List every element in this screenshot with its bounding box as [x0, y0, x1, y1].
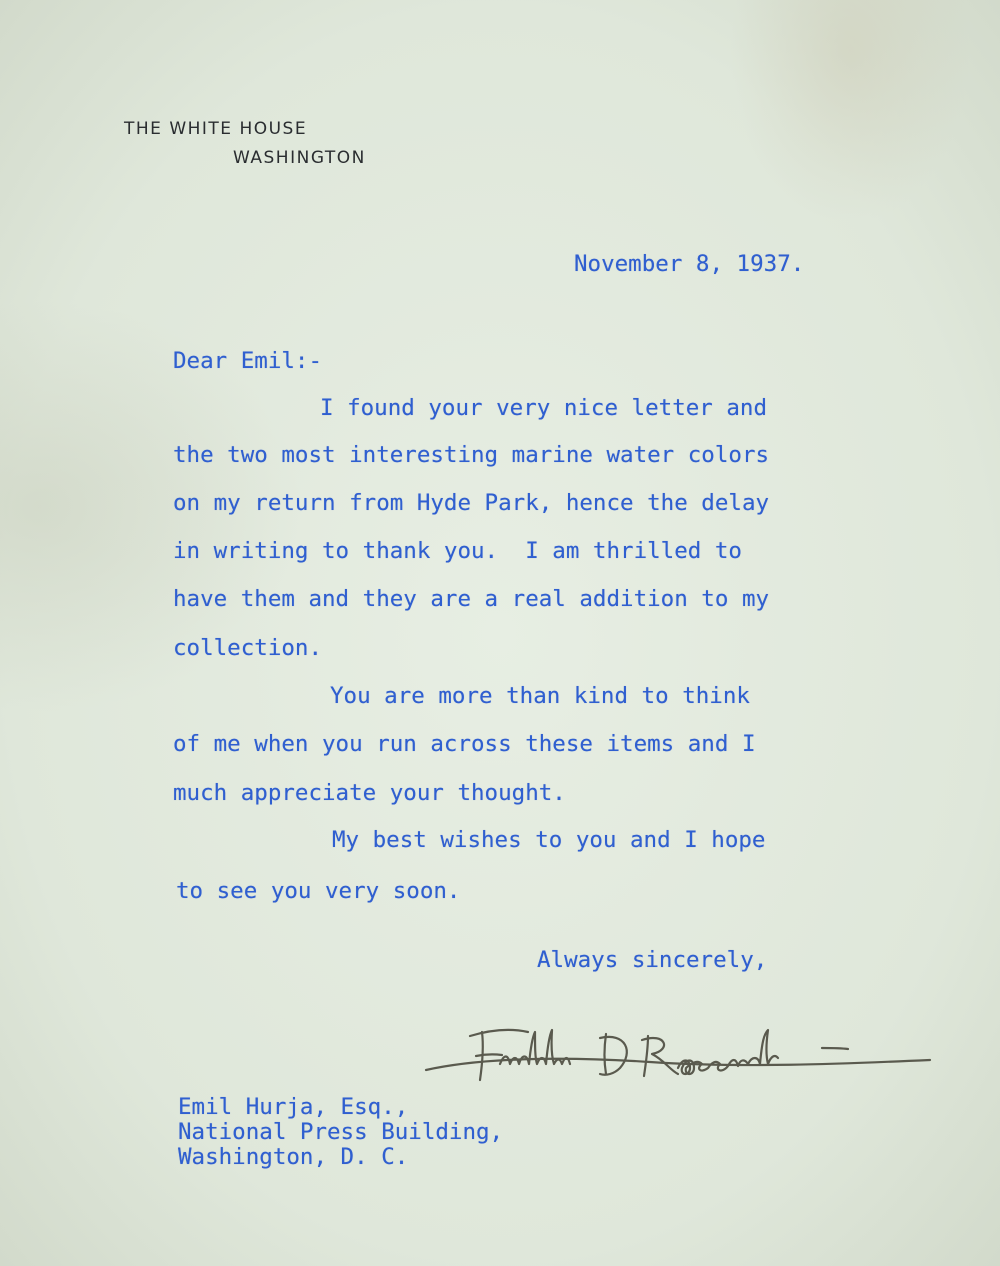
body-line: the two most interesting marine water colors	[173, 442, 770, 468]
body-line: My best wishes to you and I hope	[332, 827, 766, 853]
salutation: Dear Emil:-	[173, 348, 323, 374]
body-line: on my return from Hyde Park, hence the delay	[173, 490, 770, 516]
body-line: to see you very soon.	[176, 878, 461, 904]
signature-image	[420, 1018, 940, 1108]
body-line: in writing to thank you. I am thrilled to	[173, 538, 742, 564]
letterhead-title: THE WHITE HOUSE	[124, 119, 308, 139]
addressee-city: Washington, D. C.	[178, 1144, 409, 1170]
body-line: much appreciate your thought.	[173, 780, 566, 806]
body-line: I found your very nice letter and	[320, 395, 768, 421]
body-line: have them and they are a real addition to my	[173, 586, 770, 612]
letter-date: November 8, 1937.	[574, 251, 805, 277]
letterhead-city: WASHINGTON	[233, 148, 366, 168]
closing: Always sincerely,	[537, 947, 768, 973]
body-line: You are more than kind to think	[330, 683, 750, 709]
body-line: of me when you run across these items and I	[173, 731, 756, 757]
addressee-name: Emil Hurja, Esq.,	[178, 1094, 409, 1120]
addressee-building: National Press Building,	[178, 1119, 504, 1145]
body-line: collection.	[173, 635, 323, 661]
